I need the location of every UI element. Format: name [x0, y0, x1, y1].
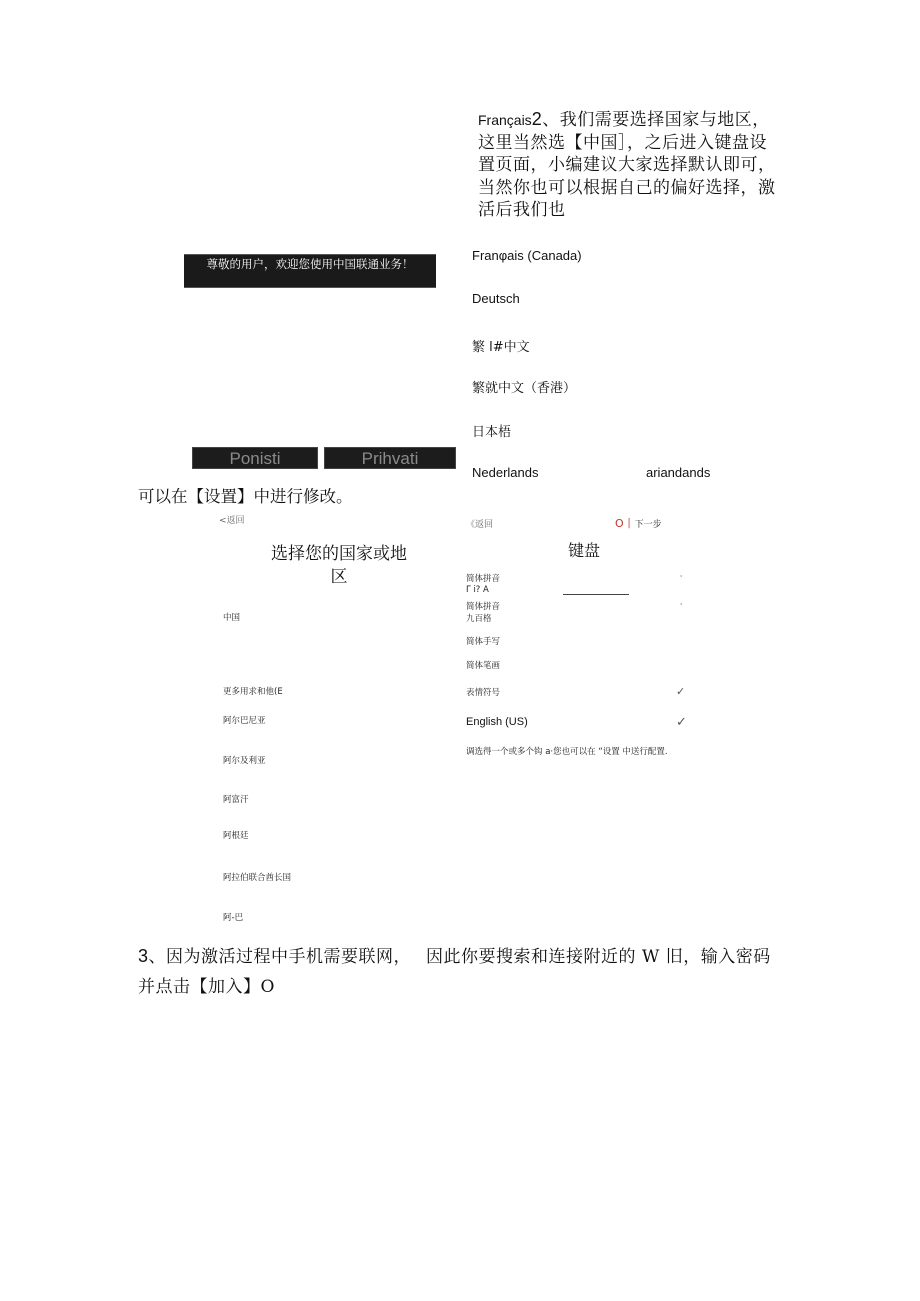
country-item[interactable]: 阿富汗 — [223, 795, 249, 805]
country-item[interactable]: 阿根廷 — [223, 831, 249, 841]
country-screen-title: 选择您的国家或地区 — [271, 544, 407, 587]
next-label: 下一步 — [634, 520, 662, 530]
language-item-french-canada[interactable]: Franφais (Canada) — [472, 248, 582, 263]
keyboard-screen-title: 键盘 — [568, 541, 601, 560]
language-item-dutch[interactable]: Nederlands — [472, 465, 539, 480]
country-item[interactable]: 阿-巴 — [223, 913, 244, 923]
keyboard-item[interactable]: 简体手写 — [466, 637, 501, 647]
check-icon: ✓ — [676, 685, 686, 698]
step3-text-part3: 并点击【加入】O — [138, 977, 275, 997]
country-item[interactable]: 阿拉伯联合酋长国 — [223, 873, 292, 883]
keyboard-item-line1[interactable]: 简体拼音 — [466, 574, 501, 584]
language-item-japanese[interactable]: 日本梧 — [472, 425, 512, 440]
step3-text-part2: 因此你要搜索和连接附近的 W 旧，输入密码 — [426, 947, 771, 967]
language-item-traditional-chinese-hk[interactable]: 繁就中文（香港） — [472, 381, 577, 396]
keyboard-note: 调选得一个或多个钩 a·您也可以在 “设置 中送行配置. — [466, 747, 668, 757]
step3-text: 、因为激活过程中手机需要联网， — [148, 947, 412, 967]
body-text-settings: 可以在【设置】中进行修改。 — [138, 487, 353, 506]
keyboard-divider — [563, 594, 629, 595]
keyboard-item[interactable]: 表情符号 — [466, 688, 501, 698]
keyboard-next-button[interactable] — [615, 515, 662, 531]
lead-word: Français — [478, 112, 532, 128]
keyboard-item-dot: ' — [680, 574, 683, 583]
keyboard-item[interactable]: English (US) — [466, 716, 528, 728]
keyboard-item-line2[interactable]: Γ i? A — [466, 585, 489, 595]
keyboard-item-line1[interactable]: 简体拼音 — [466, 602, 501, 612]
cancel-button[interactable]: Ponisti — [192, 447, 318, 469]
language-item-german[interactable]: Deutsch — [472, 291, 520, 306]
next-prefix: O丨 — [615, 517, 635, 530]
welcome-banner: 尊敬的用户，欢迎您使用中国联通业务！ — [184, 254, 436, 288]
country-item[interactable]: 阿尔巴尼亚 — [223, 716, 266, 726]
accept-button[interactable]: Prihvati — [324, 447, 456, 469]
keyboard-item-line2[interactable]: 九百格 — [466, 614, 492, 624]
country-more-header: 更多用求和他(E — [223, 687, 283, 697]
country-back-button[interactable]: <返回 — [219, 516, 245, 526]
keyboard-item[interactable]: 简体笔画 — [466, 661, 501, 671]
intro-paragraph — [478, 108, 778, 222]
keyboard-back-button[interactable]: 《返回 — [466, 520, 494, 530]
country-item[interactable]: 阿尔及利亚 — [223, 756, 266, 766]
step3-text-part1 — [138, 942, 411, 967]
country-item-selected[interactable]: 中国 — [223, 613, 241, 623]
step-number: 3 — [138, 946, 149, 966]
step-number: 2 — [531, 109, 543, 129]
language-item-extra[interactable]: ariandands — [646, 465, 711, 480]
check-icon: ✓ — [676, 715, 687, 730]
keyboard-item-dot: ' — [680, 602, 683, 611]
language-item-traditional-chinese[interactable]: 繁 l#中文 — [472, 340, 530, 355]
intro-text: 、我们需要选择国家与地区，这里当然选【中国］，之后进入键盘设置页面，小编建议大家选择默认即可，当然你也可以根据自己的偏好选择，激活后我们也 — [478, 110, 776, 220]
